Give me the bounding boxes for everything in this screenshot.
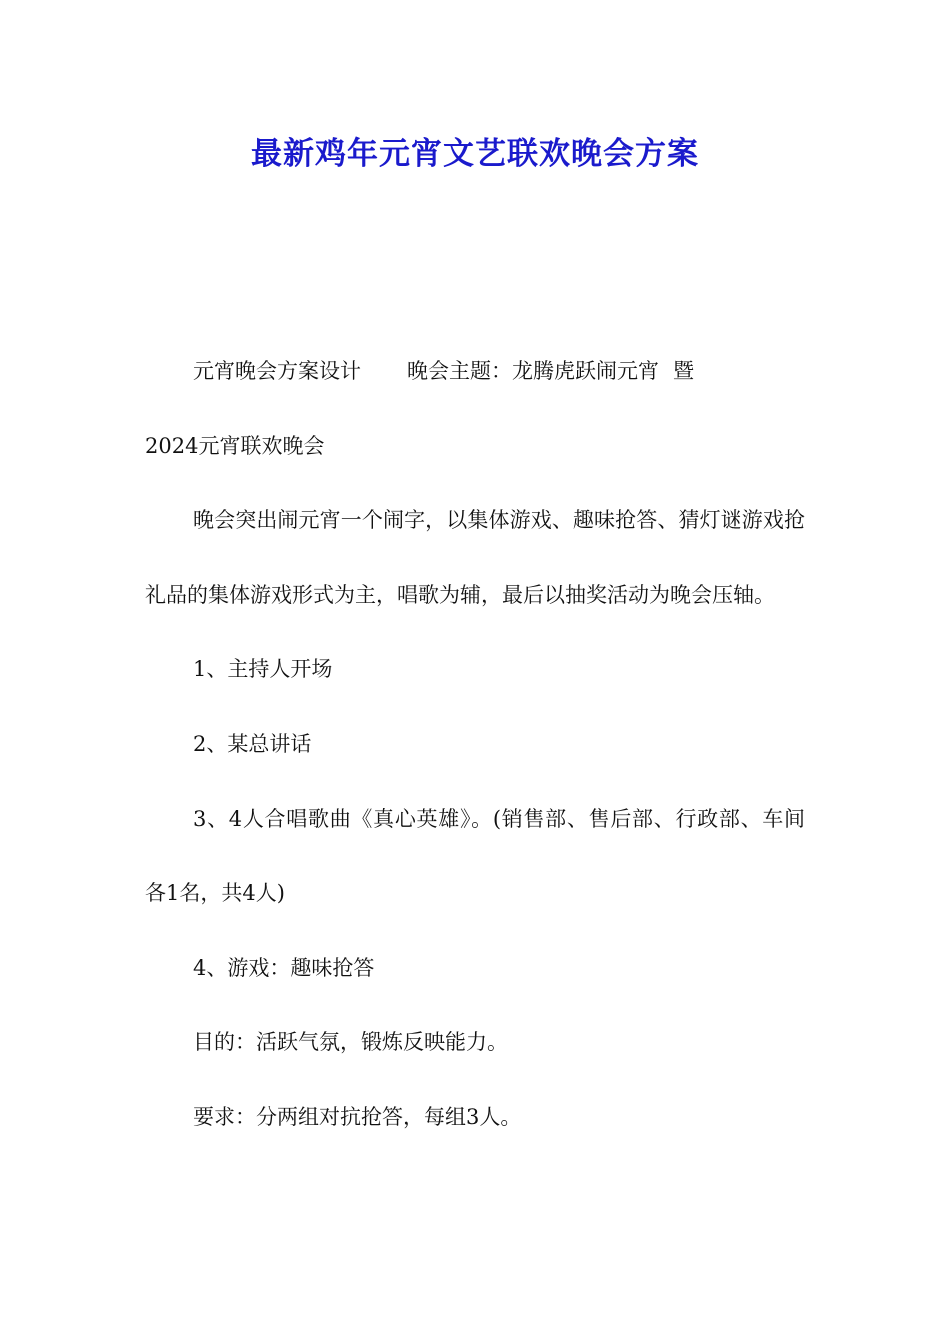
design-label: 元宵晚会方案设计 bbox=[193, 359, 361, 383]
list-item: 1、主持人开场 bbox=[193, 657, 333, 682]
list-item: 目的：活跃气氛，锻炼反映能力。 bbox=[193, 1030, 508, 1055]
document-body bbox=[145, 334, 805, 1155]
subtitle-start: 暨 bbox=[673, 359, 694, 383]
intro-paragraph bbox=[145, 334, 805, 483]
subtitle-end: 2024元宵联欢晚会 bbox=[145, 433, 325, 458]
list-item: 2、某总讲话 bbox=[193, 731, 312, 756]
list-item: 4、游戏：趣味抢答 bbox=[193, 955, 375, 980]
list-item: 3、4人合唱歌曲《真心英雄》。(销售部、售后部、行政部、车间各1名，共4人) bbox=[145, 806, 805, 906]
summary-paragraph: 晚会突出闹元宵一个闹字，以集体游戏、趣味抢答、猜灯谜游戏抢礼品的集体游戏形式为主，唱歌为辅，最后以抽奖活动为晚会压轴。 bbox=[145, 508, 805, 607]
theme-label: 晚会主题：龙腾虎跃闹元宵 bbox=[407, 359, 659, 383]
document-title: 最新鸡年元宵文艺联欢晚会方案 bbox=[251, 136, 699, 172]
list-item: 要求：分两组对抗抢答，每组3人。 bbox=[193, 1104, 522, 1129]
